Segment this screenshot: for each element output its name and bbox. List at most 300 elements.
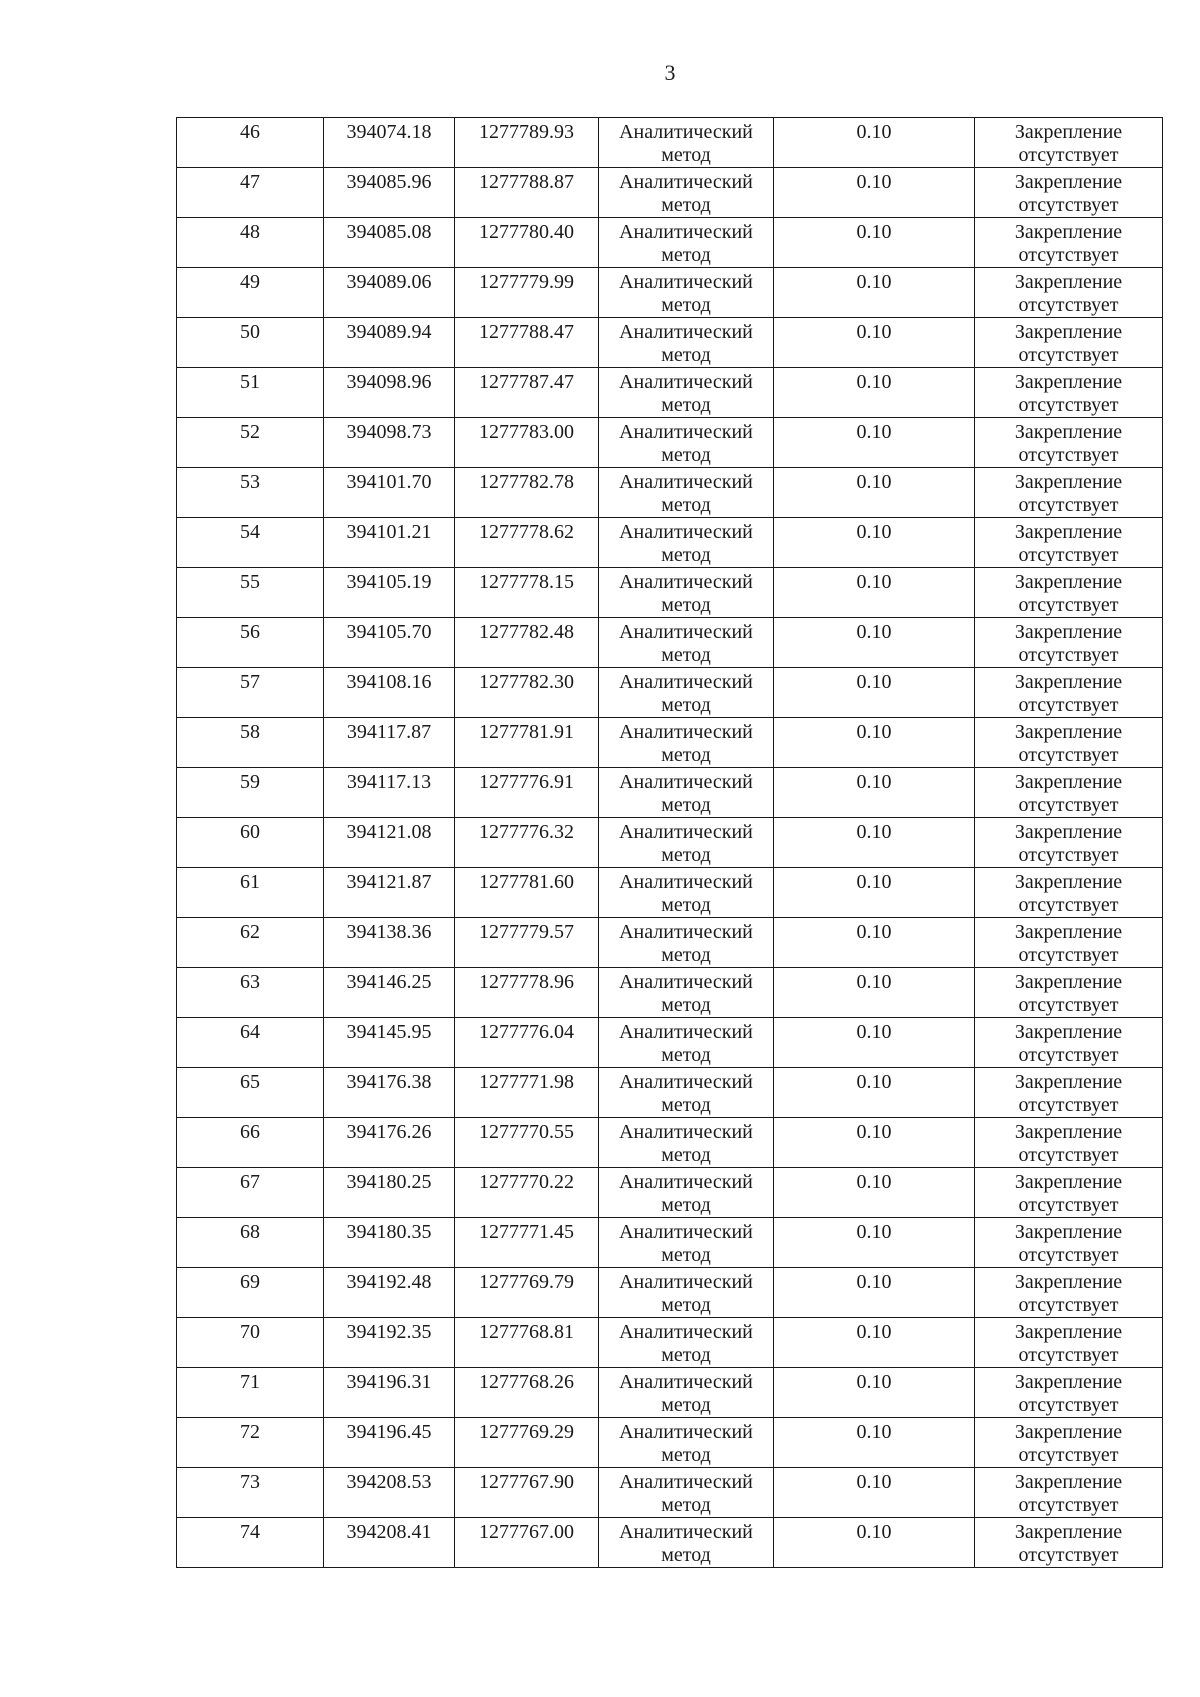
accuracy-cell: [774, 668, 975, 718]
y-coordinate-cell-text: 1277787.47: [479, 371, 574, 393]
table-row: [177, 318, 1163, 368]
x-coordinate-cell-text: 394192.48: [346, 1271, 432, 1293]
x-coordinate-cell-text: 394105.70: [346, 621, 432, 643]
fixation-cell: [975, 768, 1163, 818]
accuracy-cell-text: 0.10: [856, 1421, 892, 1443]
x-coordinate-cell-text: 394196.45: [346, 1421, 432, 1443]
table-row: [177, 1418, 1163, 1468]
accuracy-cell: [774, 1018, 975, 1068]
y-coordinate-cell-text: 1277768.81: [479, 1321, 574, 1343]
accuracy-cell-text: 0.10: [856, 971, 892, 993]
y-coordinate-cell-text: 1277782.48: [479, 621, 574, 643]
table-row: [177, 1518, 1163, 1568]
accuracy-cell: [774, 718, 975, 768]
point-number-cell: [177, 168, 324, 218]
x-coordinate-cell-text: 394089.06: [346, 271, 432, 293]
method-cell: [599, 1518, 774, 1568]
fixation-cell: [975, 268, 1163, 318]
fixation-cell: [975, 1518, 1163, 1568]
method-cell-text: метод: [661, 194, 711, 216]
fixation-cell-text: отсутствует: [1018, 1144, 1119, 1166]
fixation-cell-text: отсутствует: [1018, 794, 1119, 816]
method-cell: [599, 368, 774, 418]
fixation-cell-text: отсутствует: [1018, 1194, 1119, 1216]
method-cell-text: Аналитический: [619, 921, 753, 943]
y-coordinate-cell-text: 1277781.91: [479, 721, 574, 743]
fixation-cell-text: Закрепление: [1014, 1021, 1123, 1043]
x-coordinate-cell-text: 394089.94: [346, 321, 432, 343]
point-number-cell-text: 52: [240, 421, 260, 443]
accuracy-cell-text: 0.10: [856, 421, 892, 443]
y-coordinate-cell: [455, 1268, 599, 1318]
y-coordinate-cell-text: 1277781.60: [479, 871, 574, 893]
method-cell-text: Аналитический: [619, 321, 753, 343]
x-coordinate-cell-text: 394101.70: [346, 471, 432, 493]
method-cell-text: метод: [661, 794, 711, 816]
x-coordinate-cell-text: 394085.96: [346, 171, 432, 193]
accuracy-cell: [774, 318, 975, 368]
x-coordinate-cell: [324, 518, 455, 568]
accuracy-cell-text: 0.10: [856, 671, 892, 693]
accuracy-cell: [774, 268, 975, 318]
method-cell-text: Аналитический: [619, 421, 753, 443]
fixation-cell-text: Закрепление: [1014, 621, 1123, 643]
fixation-cell-text: отсутствует: [1018, 644, 1119, 666]
table-row: [177, 1018, 1163, 1068]
method-cell: [599, 1218, 774, 1268]
method-cell-text: Аналитический: [619, 1471, 753, 1493]
method-cell-text: метод: [661, 994, 711, 1016]
table-row: [177, 1218, 1163, 1268]
fixation-cell: [975, 168, 1163, 218]
method-cell: [599, 318, 774, 368]
method-cell-text: метод: [661, 844, 711, 866]
point-number-cell: [177, 1318, 324, 1368]
x-coordinate-cell: [324, 1418, 455, 1468]
accuracy-cell-text: 0.10: [856, 771, 892, 793]
accuracy-cell-text: 0.10: [856, 1371, 892, 1393]
accuracy-cell: [774, 118, 975, 168]
table-row: [177, 968, 1163, 1018]
method-cell-text: метод: [661, 544, 711, 566]
accuracy-cell: [774, 418, 975, 468]
method-cell-text: Аналитический: [619, 1521, 753, 1543]
fixation-cell-text: отсутствует: [1018, 1344, 1119, 1366]
point-number-cell-text: 66: [240, 1121, 260, 1143]
y-coordinate-cell-text: 1277776.04: [479, 1021, 574, 1043]
point-number-cell: [177, 968, 324, 1018]
y-coordinate-cell-text: 1277779.57: [479, 921, 574, 943]
method-cell-text: метод: [661, 1494, 711, 1516]
fixation-cell-text: Закрепление: [1014, 371, 1123, 393]
method-cell-text: Аналитический: [619, 671, 753, 693]
fixation-cell: [975, 218, 1163, 268]
table-row: [177, 818, 1163, 868]
accuracy-cell: [774, 1468, 975, 1518]
method-cell: [599, 268, 774, 318]
y-coordinate-cell: [455, 718, 599, 768]
table-row: [177, 1118, 1163, 1168]
y-coordinate-cell-text: 1277788.87: [479, 171, 574, 193]
point-number-cell: [177, 418, 324, 468]
fixation-cell-text: Закрепление: [1014, 1071, 1123, 1093]
method-cell-text: Аналитический: [619, 221, 753, 243]
fixation-cell: [975, 118, 1163, 168]
y-coordinate-cell-text: 1277780.40: [479, 221, 574, 243]
fixation-cell-text: отсутствует: [1018, 494, 1119, 516]
y-coordinate-cell: [455, 1518, 599, 1568]
accuracy-cell: [774, 218, 975, 268]
point-number-cell-text: 68: [240, 1221, 260, 1243]
fixation-cell-text: отсутствует: [1018, 844, 1119, 866]
accuracy-cell: [774, 518, 975, 568]
fixation-cell-text: отсутствует: [1018, 194, 1119, 216]
point-number-cell: [177, 818, 324, 868]
y-coordinate-cell: [455, 768, 599, 818]
method-cell-text: Аналитический: [619, 1421, 753, 1443]
x-coordinate-cell: [324, 1468, 455, 1518]
accuracy-cell-text: 0.10: [856, 721, 892, 743]
fixation-cell-text: Закрепление: [1014, 721, 1123, 743]
x-coordinate-cell: [324, 418, 455, 468]
method-cell: [599, 168, 774, 218]
y-coordinate-cell: [455, 1168, 599, 1218]
x-coordinate-cell-text: 394180.25: [346, 1171, 432, 1193]
point-number-cell-text: 70: [240, 1321, 260, 1343]
y-coordinate-cell: [455, 918, 599, 968]
point-number-cell: [177, 918, 324, 968]
point-number-cell: [177, 1018, 324, 1068]
fixation-cell: [975, 618, 1163, 668]
fixation-cell: [975, 818, 1163, 868]
method-cell-text: Аналитический: [619, 371, 753, 393]
y-coordinate-cell-text: 1277788.47: [479, 321, 574, 343]
x-coordinate-cell-text: 394117.87: [346, 721, 432, 743]
y-coordinate-cell-text: 1277779.99: [479, 271, 574, 293]
y-coordinate-cell: [455, 218, 599, 268]
method-cell: [599, 1118, 774, 1168]
fixation-cell-text: отсутствует: [1018, 444, 1119, 466]
accuracy-cell: [774, 368, 975, 418]
method-cell: [599, 1068, 774, 1118]
point-number-cell-text: 51: [240, 371, 260, 393]
coordinates-table-body: [177, 118, 1163, 1568]
x-coordinate-cell: [324, 118, 455, 168]
method-cell: [599, 918, 774, 968]
method-cell-text: Аналитический: [619, 521, 753, 543]
method-cell-text: Аналитический: [619, 1071, 753, 1093]
accuracy-cell-text: 0.10: [856, 121, 892, 143]
table-row: [177, 1368, 1163, 1418]
point-number-cell-text: 50: [240, 321, 260, 343]
fixation-cell: [975, 1418, 1163, 1468]
method-cell: [599, 568, 774, 618]
point-number-cell: [177, 1468, 324, 1518]
y-coordinate-cell-text: 1277769.29: [479, 1421, 574, 1443]
method-cell: [599, 118, 774, 168]
fixation-cell: [975, 1318, 1163, 1368]
x-coordinate-cell: [324, 168, 455, 218]
accuracy-cell-text: 0.10: [856, 1271, 892, 1293]
table-row: [177, 418, 1163, 468]
method-cell-text: метод: [661, 1344, 711, 1366]
accuracy-cell: [774, 968, 975, 1018]
method-cell-text: Аналитический: [619, 821, 753, 843]
point-number-cell-text: 57: [240, 671, 260, 693]
method-cell-text: метод: [661, 1444, 711, 1466]
fixation-cell-text: отсутствует: [1018, 1444, 1119, 1466]
x-coordinate-cell-text: 394108.16: [346, 671, 432, 693]
method-cell-text: Аналитический: [619, 1371, 753, 1393]
accuracy-cell: [774, 818, 975, 868]
y-coordinate-cell-text: 1277782.30: [479, 671, 574, 693]
x-coordinate-cell: [324, 868, 455, 918]
fixation-cell-text: Закрепление: [1014, 321, 1123, 343]
y-coordinate-cell-text: 1277778.62: [479, 521, 574, 543]
x-coordinate-cell-text: 394074.18: [346, 121, 432, 143]
x-coordinate-cell-text: 394098.73: [346, 421, 432, 443]
table-row: [177, 718, 1163, 768]
method-cell: [599, 1368, 774, 1418]
fixation-cell-text: Закрепление: [1014, 1321, 1123, 1343]
fixation-cell-text: отсутствует: [1018, 344, 1119, 366]
point-number-cell-text: 65: [240, 1071, 260, 1093]
accuracy-cell: [774, 1168, 975, 1218]
method-cell-text: метод: [661, 694, 711, 716]
point-number-cell-text: 54: [240, 521, 260, 543]
x-coordinate-cell: [324, 918, 455, 968]
point-number-cell: [177, 368, 324, 418]
method-cell-text: метод: [661, 494, 711, 516]
point-number-cell-text: 63: [240, 971, 260, 993]
fixation-cell-text: отсутствует: [1018, 944, 1119, 966]
y-coordinate-cell: [455, 318, 599, 368]
fixation-cell-text: отсутствует: [1018, 1494, 1119, 1516]
point-number-cell: [177, 618, 324, 668]
x-coordinate-cell: [324, 218, 455, 268]
y-coordinate-cell: [455, 868, 599, 918]
x-coordinate-cell-text: 394138.36: [346, 921, 432, 943]
point-number-cell: [177, 318, 324, 368]
y-coordinate-cell-text: 1277770.55: [479, 1121, 574, 1143]
fixation-cell-text: Закрепление: [1014, 1171, 1123, 1193]
x-coordinate-cell: [324, 1018, 455, 1068]
method-cell-text: Аналитический: [619, 871, 753, 893]
method-cell-text: метод: [661, 1394, 711, 1416]
x-coordinate-cell: [324, 1518, 455, 1568]
fixation-cell-text: Закрепление: [1014, 1371, 1123, 1393]
x-coordinate-cell: [324, 368, 455, 418]
method-cell-text: Аналитический: [619, 1321, 753, 1343]
accuracy-cell: [774, 768, 975, 818]
point-number-cell-text: 72: [240, 1421, 260, 1443]
method-cell-text: Аналитический: [619, 1221, 753, 1243]
y-coordinate-cell-text: 1277783.00: [479, 421, 574, 443]
method-cell: [599, 968, 774, 1018]
point-number-cell-text: 59: [240, 771, 260, 793]
point-number-cell: [177, 1368, 324, 1418]
accuracy-cell: [774, 1418, 975, 1468]
x-coordinate-cell: [324, 818, 455, 868]
fixation-cell-text: отсутствует: [1018, 244, 1119, 266]
x-coordinate-cell: [324, 318, 455, 368]
table-row: [177, 368, 1163, 418]
x-coordinate-cell: [324, 268, 455, 318]
method-cell-text: метод: [661, 894, 711, 916]
fixation-cell-text: Закрепление: [1014, 1221, 1123, 1243]
table-row: [177, 918, 1163, 968]
y-coordinate-cell: [455, 1018, 599, 1068]
fixation-cell-text: Закрепление: [1014, 771, 1123, 793]
fixation-cell-text: Закрепление: [1014, 1421, 1123, 1443]
fixation-cell-text: отсутствует: [1018, 994, 1119, 1016]
point-number-cell: [177, 1268, 324, 1318]
point-number-cell-text: 62: [240, 921, 260, 943]
y-coordinate-cell-text: 1277778.96: [479, 971, 574, 993]
fixation-cell: [975, 318, 1163, 368]
method-cell-text: Аналитический: [619, 1171, 753, 1193]
point-number-cell-text: 46: [240, 121, 260, 143]
method-cell-text: Аналитический: [619, 271, 753, 293]
accuracy-cell: [774, 168, 975, 218]
accuracy-cell-text: 0.10: [856, 621, 892, 643]
point-number-cell-text: 56: [240, 621, 260, 643]
table-row: [177, 1068, 1163, 1118]
fixation-cell-text: Закрепление: [1014, 671, 1123, 693]
accuracy-cell: [774, 1268, 975, 1318]
fixation-cell-text: Закрепление: [1014, 271, 1123, 293]
y-coordinate-cell-text: 1277789.93: [479, 121, 574, 143]
table-row: [177, 618, 1163, 668]
fixation-cell: [975, 368, 1163, 418]
point-number-cell: [177, 718, 324, 768]
fixation-cell-text: отсутствует: [1018, 894, 1119, 916]
point-number-cell-text: 67: [240, 1171, 260, 1193]
method-cell: [599, 768, 774, 818]
fixation-cell: [975, 418, 1163, 468]
method-cell-text: Аналитический: [619, 171, 753, 193]
y-coordinate-cell-text: 1277771.98: [479, 1071, 574, 1093]
x-coordinate-cell: [324, 718, 455, 768]
method-cell-text: метод: [661, 344, 711, 366]
accuracy-cell-text: 0.10: [856, 1171, 892, 1193]
coordinates-table: [176, 117, 1163, 1568]
method-cell-text: метод: [661, 144, 711, 166]
fixation-cell-text: отсутствует: [1018, 594, 1119, 616]
accuracy-cell-text: 0.10: [856, 1071, 892, 1093]
accuracy-cell-text: 0.10: [856, 1021, 892, 1043]
point-number-cell: [177, 868, 324, 918]
x-coordinate-cell-text: 394192.35: [346, 1321, 432, 1343]
fixation-cell: [975, 1368, 1163, 1418]
method-cell-text: метод: [661, 394, 711, 416]
point-number-cell: [177, 1118, 324, 1168]
table-row: [177, 218, 1163, 268]
method-cell: [599, 1418, 774, 1468]
method-cell: [599, 1318, 774, 1368]
table-row: [177, 868, 1163, 918]
fixation-cell: [975, 1068, 1163, 1118]
accuracy-cell-text: 0.10: [856, 171, 892, 193]
y-coordinate-cell-text: 1277776.32: [479, 821, 574, 843]
method-cell: [599, 518, 774, 568]
x-coordinate-cell: [324, 1168, 455, 1218]
method-cell-text: Аналитический: [619, 621, 753, 643]
method-cell: [599, 868, 774, 918]
x-coordinate-cell-text: 394208.41: [346, 1521, 432, 1543]
fixation-cell: [975, 468, 1163, 518]
x-coordinate-cell: [324, 968, 455, 1018]
method-cell-text: метод: [661, 1094, 711, 1116]
accuracy-cell: [774, 1118, 975, 1168]
fixation-cell-text: отсутствует: [1018, 544, 1119, 566]
method-cell-text: метод: [661, 444, 711, 466]
x-coordinate-cell-text: 394117.13: [346, 771, 432, 793]
y-coordinate-cell: [455, 668, 599, 718]
accuracy-cell: [774, 468, 975, 518]
point-number-cell-text: 48: [240, 221, 260, 243]
table-row: [177, 268, 1163, 318]
fixation-cell: [975, 918, 1163, 968]
point-number-cell-text: 47: [240, 171, 260, 193]
y-coordinate-cell-text: 1277782.78: [479, 471, 574, 493]
table-row: [177, 518, 1163, 568]
point-number-cell: [177, 268, 324, 318]
x-coordinate-cell-text: 394176.26: [346, 1121, 432, 1143]
fixation-cell-text: Закрепление: [1014, 921, 1123, 943]
x-coordinate-cell: [324, 668, 455, 718]
fixation-cell-text: отсутствует: [1018, 1044, 1119, 1066]
fixation-cell: [975, 668, 1163, 718]
x-coordinate-cell-text: 394146.25: [346, 971, 432, 993]
method-cell-text: метод: [661, 294, 711, 316]
accuracy-cell-text: 0.10: [856, 221, 892, 243]
y-coordinate-cell: [455, 268, 599, 318]
fixation-cell-text: Закрепление: [1014, 171, 1123, 193]
method-cell-text: метод: [661, 1044, 711, 1066]
x-coordinate-cell: [324, 568, 455, 618]
fixation-cell-text: Закрепление: [1014, 821, 1123, 843]
y-coordinate-cell: [455, 1118, 599, 1168]
method-cell: [599, 718, 774, 768]
fixation-cell-text: отсутствует: [1018, 1294, 1119, 1316]
table-row: [177, 468, 1163, 518]
method-cell-text: метод: [661, 1144, 711, 1166]
table-row: [177, 768, 1163, 818]
y-coordinate-cell: [455, 468, 599, 518]
accuracy-cell: [774, 918, 975, 968]
table-row: [177, 168, 1163, 218]
fixation-cell-text: отсутствует: [1018, 1244, 1119, 1266]
accuracy-cell-text: 0.10: [856, 1121, 892, 1143]
fixation-cell: [975, 1018, 1163, 1068]
method-cell-text: метод: [661, 244, 711, 266]
fixation-cell-text: Закрепление: [1014, 471, 1123, 493]
x-coordinate-cell-text: 394180.35: [346, 1221, 432, 1243]
fixation-cell-text: отсутствует: [1018, 1094, 1119, 1116]
accuracy-cell: [774, 1318, 975, 1368]
x-coordinate-cell-text: 394101.21: [346, 521, 432, 543]
fixation-cell: [975, 1168, 1163, 1218]
x-coordinate-cell-text: 394121.08: [346, 821, 432, 843]
x-coordinate-cell: [324, 1068, 455, 1118]
fixation-cell-text: отсутствует: [1018, 1394, 1119, 1416]
y-coordinate-cell: [455, 368, 599, 418]
y-coordinate-cell-text: 1277769.79: [479, 1271, 574, 1293]
fixation-cell-text: отсутствует: [1018, 144, 1119, 166]
table-row: [177, 1468, 1163, 1518]
fixation-cell-text: Закрепление: [1014, 871, 1123, 893]
